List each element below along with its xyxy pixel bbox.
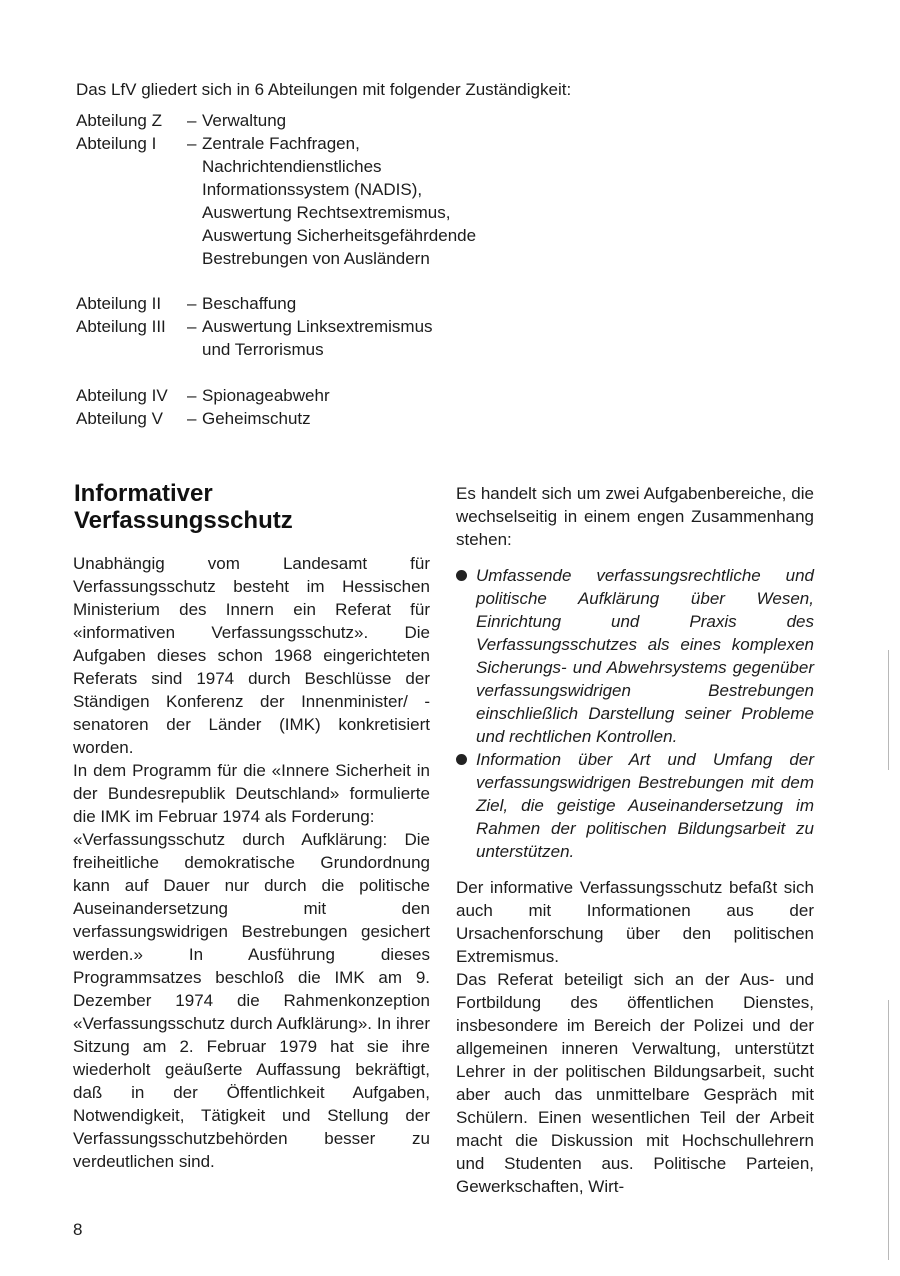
department-task: Auswertung Rechtsextremismus, xyxy=(202,203,451,222)
bullet-list xyxy=(456,564,814,863)
section-heading xyxy=(74,480,434,534)
department-task: Nachrichtendienstliches xyxy=(202,157,382,176)
department-ii: Abteilung II – Beschaffung xyxy=(76,294,297,313)
right-column-intro xyxy=(456,482,814,551)
department-label: Abteilung Z xyxy=(76,111,162,130)
bullet-text: Umfassende verfassungsrechtliche und politische Aufklärung über Wesen, Einrichtung und Praxis des Verfassungsschutzes als eines komplexen Sicherungs- und Abwehrsystems gegenüber verfassungswidrigen Bestrebungen einschließlich Darstellung seiner Probleme und rechtlichen Kontrollen. xyxy=(476,566,814,746)
paragraph: Das Referat beteiligt sich an der Aus- und Fortbildung des öffentlichen Dienstes, insbesondere im Bereich der Polizei und der allgemeinen inneren Verwaltung, unterstützt Lehrer in der politischen Bildungsarbeit, sucht aber auch das unmittelbare Gespräch mit Schülern. Einen wesentlichen Teil der Arbeit macht die Diskussion mit Hochschullehrern und Studenten aus. Politische Parteien, Gewerkschaften, Wirt- xyxy=(456,970,814,1196)
intro-line: Das LfV gliedert sich in 6 Abteilungen mit folgender Zuständigkeit: xyxy=(76,80,572,99)
list-item xyxy=(456,564,814,748)
department-z: Abteilung Z – Verwaltung xyxy=(76,111,287,130)
department-iv: Abteilung IV – Spionageabwehr xyxy=(76,386,330,405)
list-item xyxy=(456,748,814,863)
department-task: Informationssystem (NADIS), xyxy=(202,180,423,199)
page-number: 8 xyxy=(73,1220,83,1239)
department-task: Bestrebungen von Ausländern xyxy=(202,249,430,268)
bullet-text: Information über Art und Umfang der verfassungswidrigen Bestrebungen mit dem Ziel, die geistige Auseinandersetzung im Rahmen der politischen Bildungsarbeit zu unterstützen. xyxy=(476,750,814,861)
department-label: Abteilung III xyxy=(76,317,166,336)
department-i: Abteilung I – Zentrale Fachfragen, Nachrichtendienstliches Informationssystem (NADIS), Auswertung Rechtsextremismus, Auswertung Sicherheitsgefährdende Bestrebungen von Ausländern xyxy=(76,134,477,268)
department-label: Abteilung V xyxy=(76,409,163,428)
paragraph: Es handelt sich um zwei Aufgabenbereiche, die wechselseitig in einem engen Zusammenhang stehen: xyxy=(456,484,814,549)
heading-line: Informativer xyxy=(74,480,213,507)
left-column xyxy=(73,552,430,1173)
department-label: Abteilung II xyxy=(76,294,162,313)
department-label: Abteilung I xyxy=(76,134,157,153)
department-task: Spionageabwehr xyxy=(202,386,330,405)
department-task: Zentrale Fachfragen, xyxy=(202,134,360,153)
department-task: und Terrorismus xyxy=(202,340,324,359)
department-task: Geheimschutz xyxy=(202,409,311,428)
bullet-icon xyxy=(456,754,467,765)
department-task: Verwaltung xyxy=(202,111,287,130)
department-task: Beschaffung xyxy=(202,294,297,313)
bullet-icon xyxy=(456,570,467,581)
department-v: Abteilung V – Geheimschutz xyxy=(76,409,311,428)
department-task: Auswertung Sicherheitsgefährdende xyxy=(202,226,477,245)
department-iii: Abteilung III – Auswertung Linksextremismus und Terrorismus xyxy=(76,317,433,359)
paragraph: Unabhängig vom Landesamt für Verfassungsschutz besteht im Hessischen Ministerium des Innern ein Referat für «informativen Verfassungsschutz». Die Aufgaben dieses schon 1968 eingerichteten Referats sind 1974 durch Beschlüsse der Ständigen Konferenz der Innenminister/ -senatoren der Länder (IMK) konkretisiert worden. xyxy=(73,554,430,757)
scan-edge-mark xyxy=(888,1000,889,1260)
heading-line: Verfassungsschutz xyxy=(74,507,293,534)
department-task: Auswertung Linksextremismus xyxy=(202,317,433,336)
right-column xyxy=(456,876,814,1198)
paragraph: «Verfassungsschutz durch Aufklärung: Die freiheitliche demokratische Grundordnung kann auf Dauer nur durch die politische Auseinandersetzung mit den verfassungswidrigen Bestrebungen gesichert werden.» In Ausführung dieses Programmsatzes beschloß die IMK am 9. Dezember 1974 die Rahmenkonzeption «Verfassungsschutz durch Aufklärung». In ihrer Sitzung am 2. Februar 1979 hat sie ihre wiederholt geäußerte Auffassung bekräftigt, daß in der Öffentlichkeit Aufgaben, Notwendigkeit, Tätigkeit und Stellung der Verfassungsschutzbehörden besser zu verdeutlichen sind. xyxy=(73,830,430,1171)
scan-edge-mark xyxy=(888,650,889,770)
paragraph: Der informative Verfassungsschutz befaßt sich auch mit Informationen aus der Ursachenforschung über den politischen Extremismus. xyxy=(456,878,814,966)
department-label: Abteilung IV xyxy=(76,386,168,405)
paragraph: In dem Programm für die «Innere Sicherheit in der Bundesrepublik Deutschland» formulierte die IMK im Februar 1974 als Forderung: xyxy=(73,761,430,826)
